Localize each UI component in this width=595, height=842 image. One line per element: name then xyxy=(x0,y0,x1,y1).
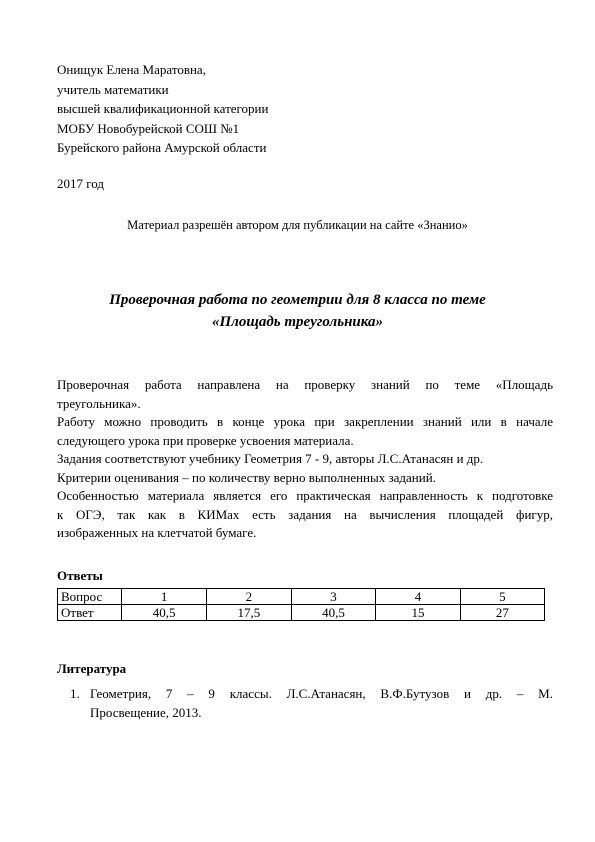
document-title xyxy=(0,289,595,333)
author-school: МОБУ Новобурейской СОШ №1 xyxy=(57,120,240,136)
table-cell: 4 xyxy=(376,589,460,605)
paragraph-line: Критерии оценивания – по количеству верно выполненных заданий. xyxy=(57,469,436,485)
table-cell: 2 xyxy=(207,589,292,605)
paragraph-line: Особенностью материала является его практическая направленность к подготовке xyxy=(57,488,553,503)
author-block xyxy=(57,60,268,158)
permission-note: Материал разрешён автором для публикации на сайте «Знанио» xyxy=(127,218,468,232)
description-body xyxy=(57,376,553,543)
table-cell: Вопрос xyxy=(58,589,122,605)
literature-text xyxy=(90,684,553,722)
paragraph-line: к ОГЭ, так как в КИМах есть задания на вычисления площадей фигур, xyxy=(57,506,553,522)
paragraph-line: изображенных на клетчатой бумаге. xyxy=(57,525,257,540)
paragraph-line: треугольника». xyxy=(57,395,141,411)
answers-heading: Ответы xyxy=(57,568,103,583)
author-position: учитель математики xyxy=(57,81,169,97)
author-name: Онищук Елена Маратовна, xyxy=(57,62,206,77)
table-cell: 5 xyxy=(460,589,544,605)
literature-line: Геометрия, 7 – 9 классы. Л.С.Атанасян, В.Ф.Бутузов и др. – М. xyxy=(90,686,553,701)
answers-table xyxy=(57,588,545,621)
paragraph-line: следующего урока при проверке усвоения материала. xyxy=(57,432,354,448)
table-cell: 1 xyxy=(122,589,207,605)
table-row xyxy=(58,589,545,605)
author-region: Бурейского района Амурской области xyxy=(57,140,267,155)
table-cell: 27 xyxy=(460,605,544,621)
list-number: 1. xyxy=(70,686,80,701)
table-cell: 3 xyxy=(291,589,376,605)
paragraph-line: Проверочная работа направлена на проверку знаний по теме «Площадь xyxy=(57,377,553,392)
paragraph-line: Задания соответствуют учебнику Геометрия 7 - 9, авторы Л.С.Атанасян и др. xyxy=(57,451,484,466)
literature-heading: Литература xyxy=(57,661,127,676)
table-cell: 15 xyxy=(376,605,460,621)
paragraph-line: Работу можно проводить в конце урока при закреплении знаний или в начале xyxy=(57,414,553,429)
table-cell: 17,5 xyxy=(207,605,292,621)
title-line-2: «Площадь треугольника» xyxy=(211,314,383,330)
table-cell: 40,5 xyxy=(122,605,207,621)
author-category: высшей квалификационной категории xyxy=(57,101,269,116)
table-cell: 40,5 xyxy=(291,605,376,621)
literature-line: Просвещение, 2013. xyxy=(90,705,202,720)
year: 2017 год xyxy=(57,176,104,191)
table-row xyxy=(58,605,545,621)
title-line-1: Проверочная работа по геометрии для 8 класса по теме xyxy=(109,292,486,308)
table-cell: Ответ xyxy=(58,605,122,621)
literature-item xyxy=(70,684,553,722)
